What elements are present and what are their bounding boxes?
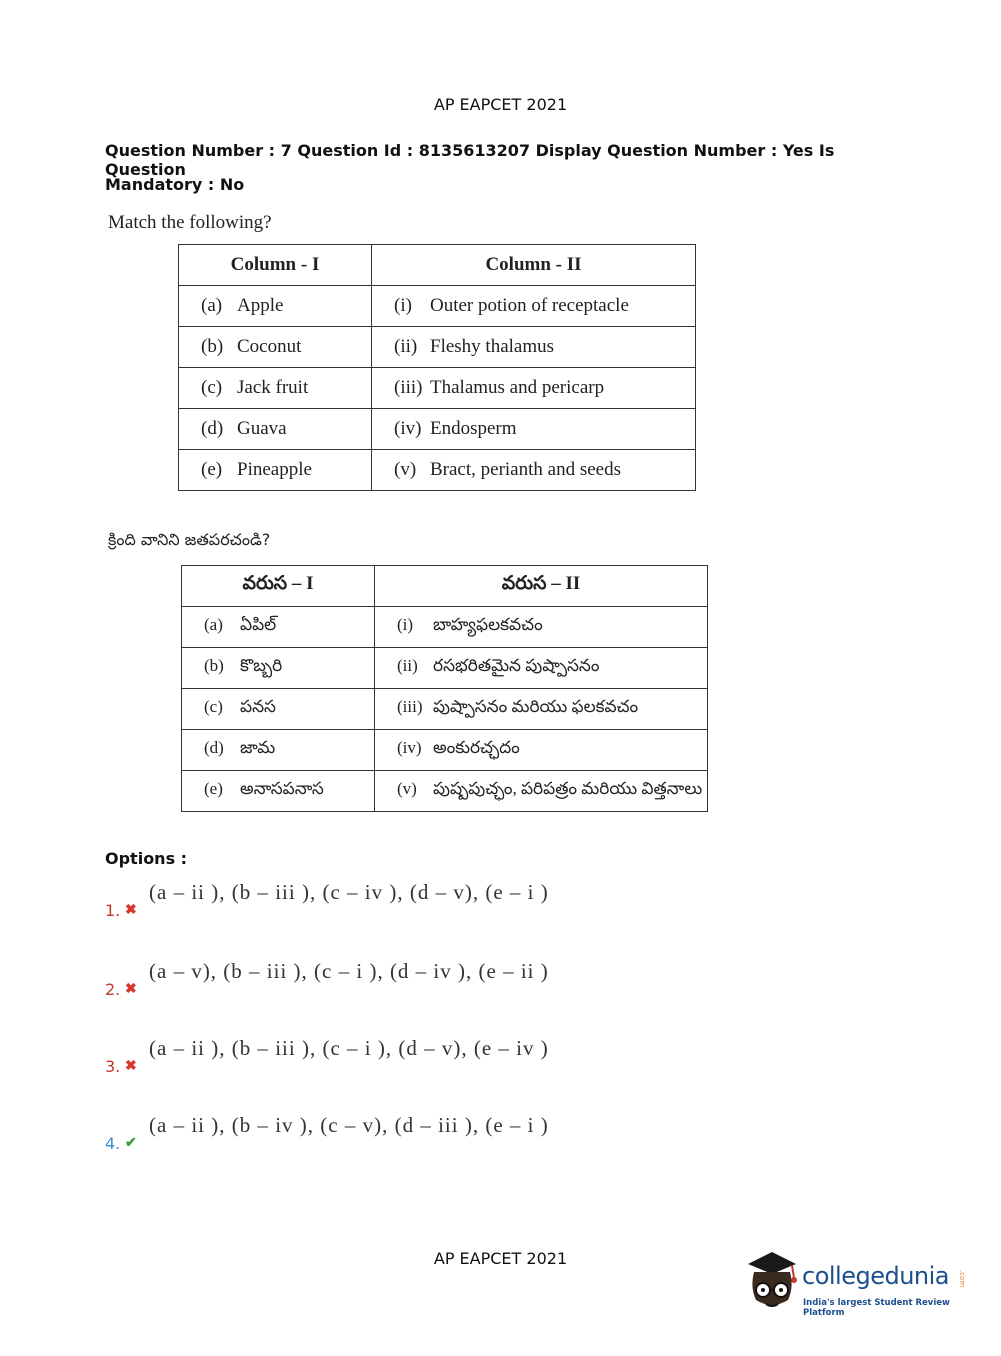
option-3[interactable] (105, 1036, 705, 1076)
table-header-row (179, 245, 696, 286)
table-row (179, 286, 696, 327)
table-cell (182, 730, 375, 771)
row-text: Guava (237, 418, 287, 439)
table-cell (372, 327, 696, 368)
row-text: ఏపిల్ (240, 615, 277, 634)
row-label: (c) (204, 697, 223, 716)
row-text: అనాసపనాస (240, 779, 324, 798)
option-number: 4. (105, 1134, 121, 1153)
table-cell (182, 689, 375, 730)
table-cell (182, 607, 375, 648)
cross-icon: ✖ (125, 980, 137, 996)
table-cell (372, 450, 696, 491)
option-number: 1. (105, 901, 121, 920)
option-number: 3. (105, 1057, 121, 1076)
row-text: Outer potion of receptacle (430, 295, 629, 316)
row-text: పనస (240, 697, 276, 716)
row-text: Endosperm (430, 418, 517, 439)
row-text: Thalamus and pericarp (430, 377, 605, 398)
row-label: (b) (204, 656, 224, 675)
table-cell (375, 771, 708, 812)
row-label: (iii) (394, 377, 423, 398)
row-label: (b) (201, 336, 224, 357)
row-label: (ii) (394, 336, 418, 357)
table-row (182, 689, 708, 730)
row-label: (e) (204, 779, 223, 798)
row-label: (v) (394, 459, 417, 480)
match-table-telugu (181, 565, 708, 812)
option-2[interactable] (105, 959, 705, 999)
table-row (179, 327, 696, 368)
instruction-telugu: క్రింది వానిని జతపరచండి? (108, 530, 271, 549)
row-label: (a) (204, 615, 223, 634)
table-cell (179, 368, 372, 409)
table-cell (182, 648, 375, 689)
row-text: బాహ్యఫలకవచం (433, 615, 543, 634)
row-text: అంకురచ్ఛదం (433, 738, 520, 757)
row-text: రసభరితమైన పుష్పాసనం (433, 656, 600, 675)
column-header-2: Column - II (372, 245, 696, 286)
question-meta-line2: Mandatory : No (105, 175, 245, 194)
table-cell (375, 689, 708, 730)
row-text: కొబ్బరి (240, 656, 283, 675)
table-row (179, 409, 696, 450)
cross-icon: ✖ (125, 901, 137, 917)
mascot-icon (742, 1248, 802, 1318)
table-header-row (182, 566, 708, 607)
row-text: Pineapple (237, 459, 312, 480)
row-label: (c) (201, 377, 223, 398)
column-header-1: Column - I (179, 245, 372, 286)
table-cell (375, 648, 708, 689)
row-label: (iv) (397, 738, 422, 757)
option-text: (a – ii ), (b – iv ), (c – v), (d – iii ), (e – i ) (149, 1113, 549, 1137)
row-label: (iv) (394, 418, 422, 439)
row-text: Fleshy thalamus (430, 336, 555, 357)
table-cell (179, 409, 372, 450)
match-table-english (178, 244, 696, 491)
row-text: Jack fruit (237, 377, 309, 398)
logo-suffix: .com (958, 1270, 966, 1288)
row-text: పుష్పపుచ్ఛం, పరిపత్రం మరియు విత్తనాలు (433, 779, 703, 798)
options-title: Options : (105, 849, 188, 868)
row-label: (a) (201, 295, 223, 316)
table-cell (372, 286, 696, 327)
table-cell (372, 409, 696, 450)
row-label: (i) (397, 615, 414, 634)
table-cell (182, 771, 375, 812)
table-row (182, 607, 708, 648)
table-cell (375, 607, 708, 648)
page-header: AP EAPCET 2021 (433, 95, 568, 114)
check-icon: ✔ (125, 1134, 137, 1150)
collegedunia-logo (742, 1248, 972, 1318)
row-text: పుష్పాసనం మరియు ఫలకవచం (433, 697, 639, 716)
instruction-english: Match the following? (108, 212, 272, 233)
option-text: (a – ii ), (b – iii ), (c – iv ), (d – v), (e – i ) (149, 880, 549, 904)
table-row (182, 771, 708, 812)
column-header-2: వరుస – II (375, 566, 708, 607)
row-text: Bract, perianth and seeds (430, 459, 621, 480)
table-row (179, 368, 696, 409)
logo-name: collegedunia (802, 1262, 950, 1290)
option-text: (a – v), (b – iii ), (c – i ), (d – iv ), (e – ii ) (149, 959, 549, 983)
row-label: (iii) (397, 697, 423, 716)
option-1[interactable] (105, 880, 705, 920)
row-label: (d) (201, 418, 224, 439)
table-cell (375, 730, 708, 771)
table-cell (179, 450, 372, 491)
table-row (179, 450, 696, 491)
page-footer: AP EAPCET 2021 (433, 1249, 568, 1268)
question-meta-line1: Question Number : 7 Question Id : 8135613207 Display Question Number : Yes Is Question (105, 141, 835, 179)
row-label: (d) (204, 738, 224, 757)
logo-tagline: India's largest Student Review Platform (803, 1298, 950, 1318)
option-text: (a – ii ), (b – iii ), (c – i ), (d – v), (e – iv ) (149, 1036, 549, 1060)
cross-icon: ✖ (125, 1057, 137, 1073)
row-label: (v) (397, 779, 417, 798)
column-header-1: వరుస – I (182, 566, 375, 607)
option-4[interactable] (105, 1113, 705, 1153)
row-label: (ii) (397, 656, 418, 675)
table-row (182, 730, 708, 771)
table-cell (179, 286, 372, 327)
row-text: జామ (240, 738, 276, 757)
table-cell (372, 368, 696, 409)
option-number: 2. (105, 980, 121, 999)
row-text: Coconut (237, 336, 302, 357)
row-text: Apple (237, 295, 284, 316)
row-label: (i) (394, 295, 412, 316)
table-row (182, 648, 708, 689)
table-cell (179, 327, 372, 368)
row-label: (e) (201, 459, 223, 480)
